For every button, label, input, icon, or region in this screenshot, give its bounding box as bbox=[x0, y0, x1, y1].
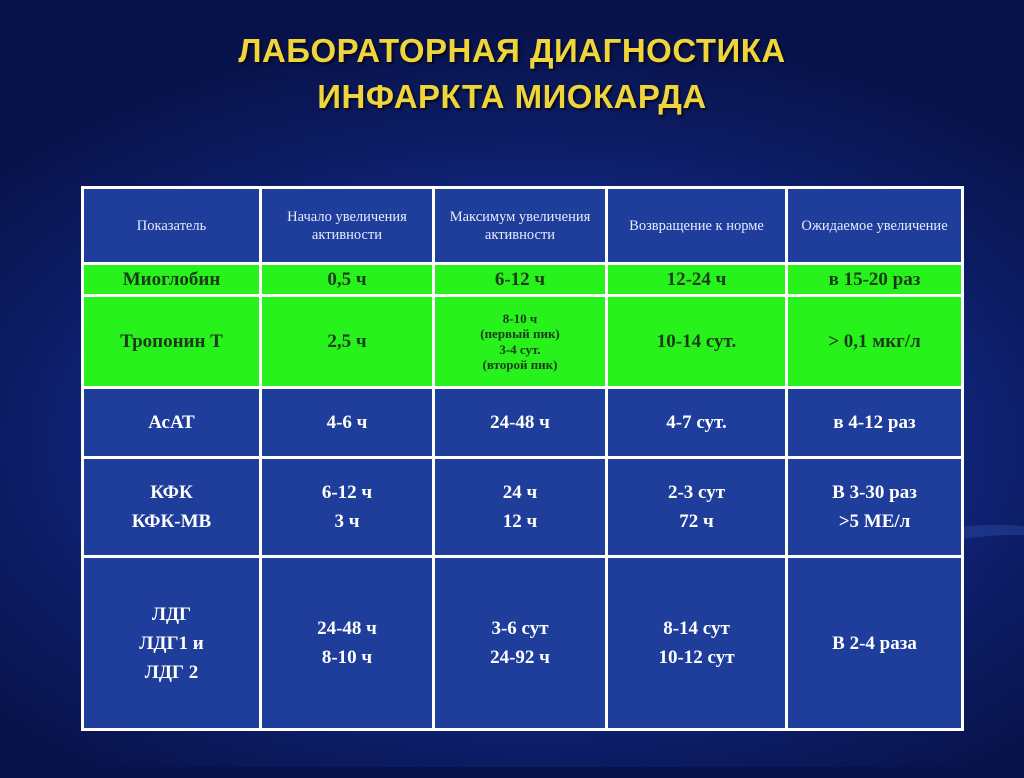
slide-title bbox=[0, 28, 1024, 120]
table-cell: в 15-20 раз bbox=[788, 265, 961, 294]
table-cell: 0,5 ч bbox=[262, 265, 432, 294]
table-cell: АсАТ bbox=[84, 389, 259, 456]
table-row-myoglobin bbox=[84, 265, 961, 294]
table-cell: В 3-30 раз >5 МЕ/л bbox=[788, 459, 961, 555]
header-expected-increase: Ожидаемое увеличение bbox=[788, 189, 961, 262]
table-cell: 6-12 ч 3 ч bbox=[262, 459, 432, 555]
table-cell: 4-7 сут. bbox=[608, 389, 785, 456]
table-cell: 4-6 ч bbox=[262, 389, 432, 456]
table-cell: 6-12 ч bbox=[435, 265, 605, 294]
table-cell: 3-6 сут 24-92 ч bbox=[435, 558, 605, 728]
table-cell: КФК КФК-МВ bbox=[84, 459, 259, 555]
table-cell: В 2-4 раза bbox=[788, 558, 961, 728]
header-onset: Начало увеличения активности bbox=[262, 189, 432, 262]
table-cell: 12-24 ч bbox=[608, 265, 785, 294]
table-row-kfk bbox=[84, 459, 961, 555]
title-line-2: ИНФАРКТА МИОКАРДА bbox=[317, 78, 707, 115]
table-cell: > 0,1 мкг/л bbox=[788, 297, 961, 386]
table-row-ldg bbox=[84, 558, 961, 728]
table-cell: 10-14 сут. bbox=[608, 297, 785, 386]
header-peak: Максимум увеличения активности bbox=[435, 189, 605, 262]
table-cell: Миоглобин bbox=[84, 265, 259, 294]
table-cell: в 4-12 раз bbox=[788, 389, 961, 456]
table-header-row bbox=[84, 189, 961, 262]
lab-diagnostics-table bbox=[81, 186, 964, 731]
table-cell: 8-14 сут 10-12 сут bbox=[608, 558, 785, 728]
table-cell: 2,5 ч bbox=[262, 297, 432, 386]
table-cell: 24-48 ч bbox=[435, 389, 605, 456]
table-cell: ЛДГ ЛДГ1 и ЛДГ 2 bbox=[84, 558, 259, 728]
header-indicator: Показатель bbox=[84, 189, 259, 262]
table-cell: 24 ч 12 ч bbox=[435, 459, 605, 555]
title-line-1: ЛАБОРАТОРНАЯ ДИАГНОСТИКА bbox=[238, 32, 786, 69]
table-cell: Тропонин Т bbox=[84, 297, 259, 386]
table-cell: 2-3 сут 72 ч bbox=[608, 459, 785, 555]
table-row-asat bbox=[84, 389, 961, 456]
header-return-to-normal: Возвращение к норме bbox=[608, 189, 785, 262]
table-cell: 24-48 ч 8-10 ч bbox=[262, 558, 432, 728]
table-row-troponin bbox=[84, 297, 961, 386]
table-cell: 8-10 ч (первый пик) 3-4 сут. (второй пик) bbox=[435, 297, 605, 386]
